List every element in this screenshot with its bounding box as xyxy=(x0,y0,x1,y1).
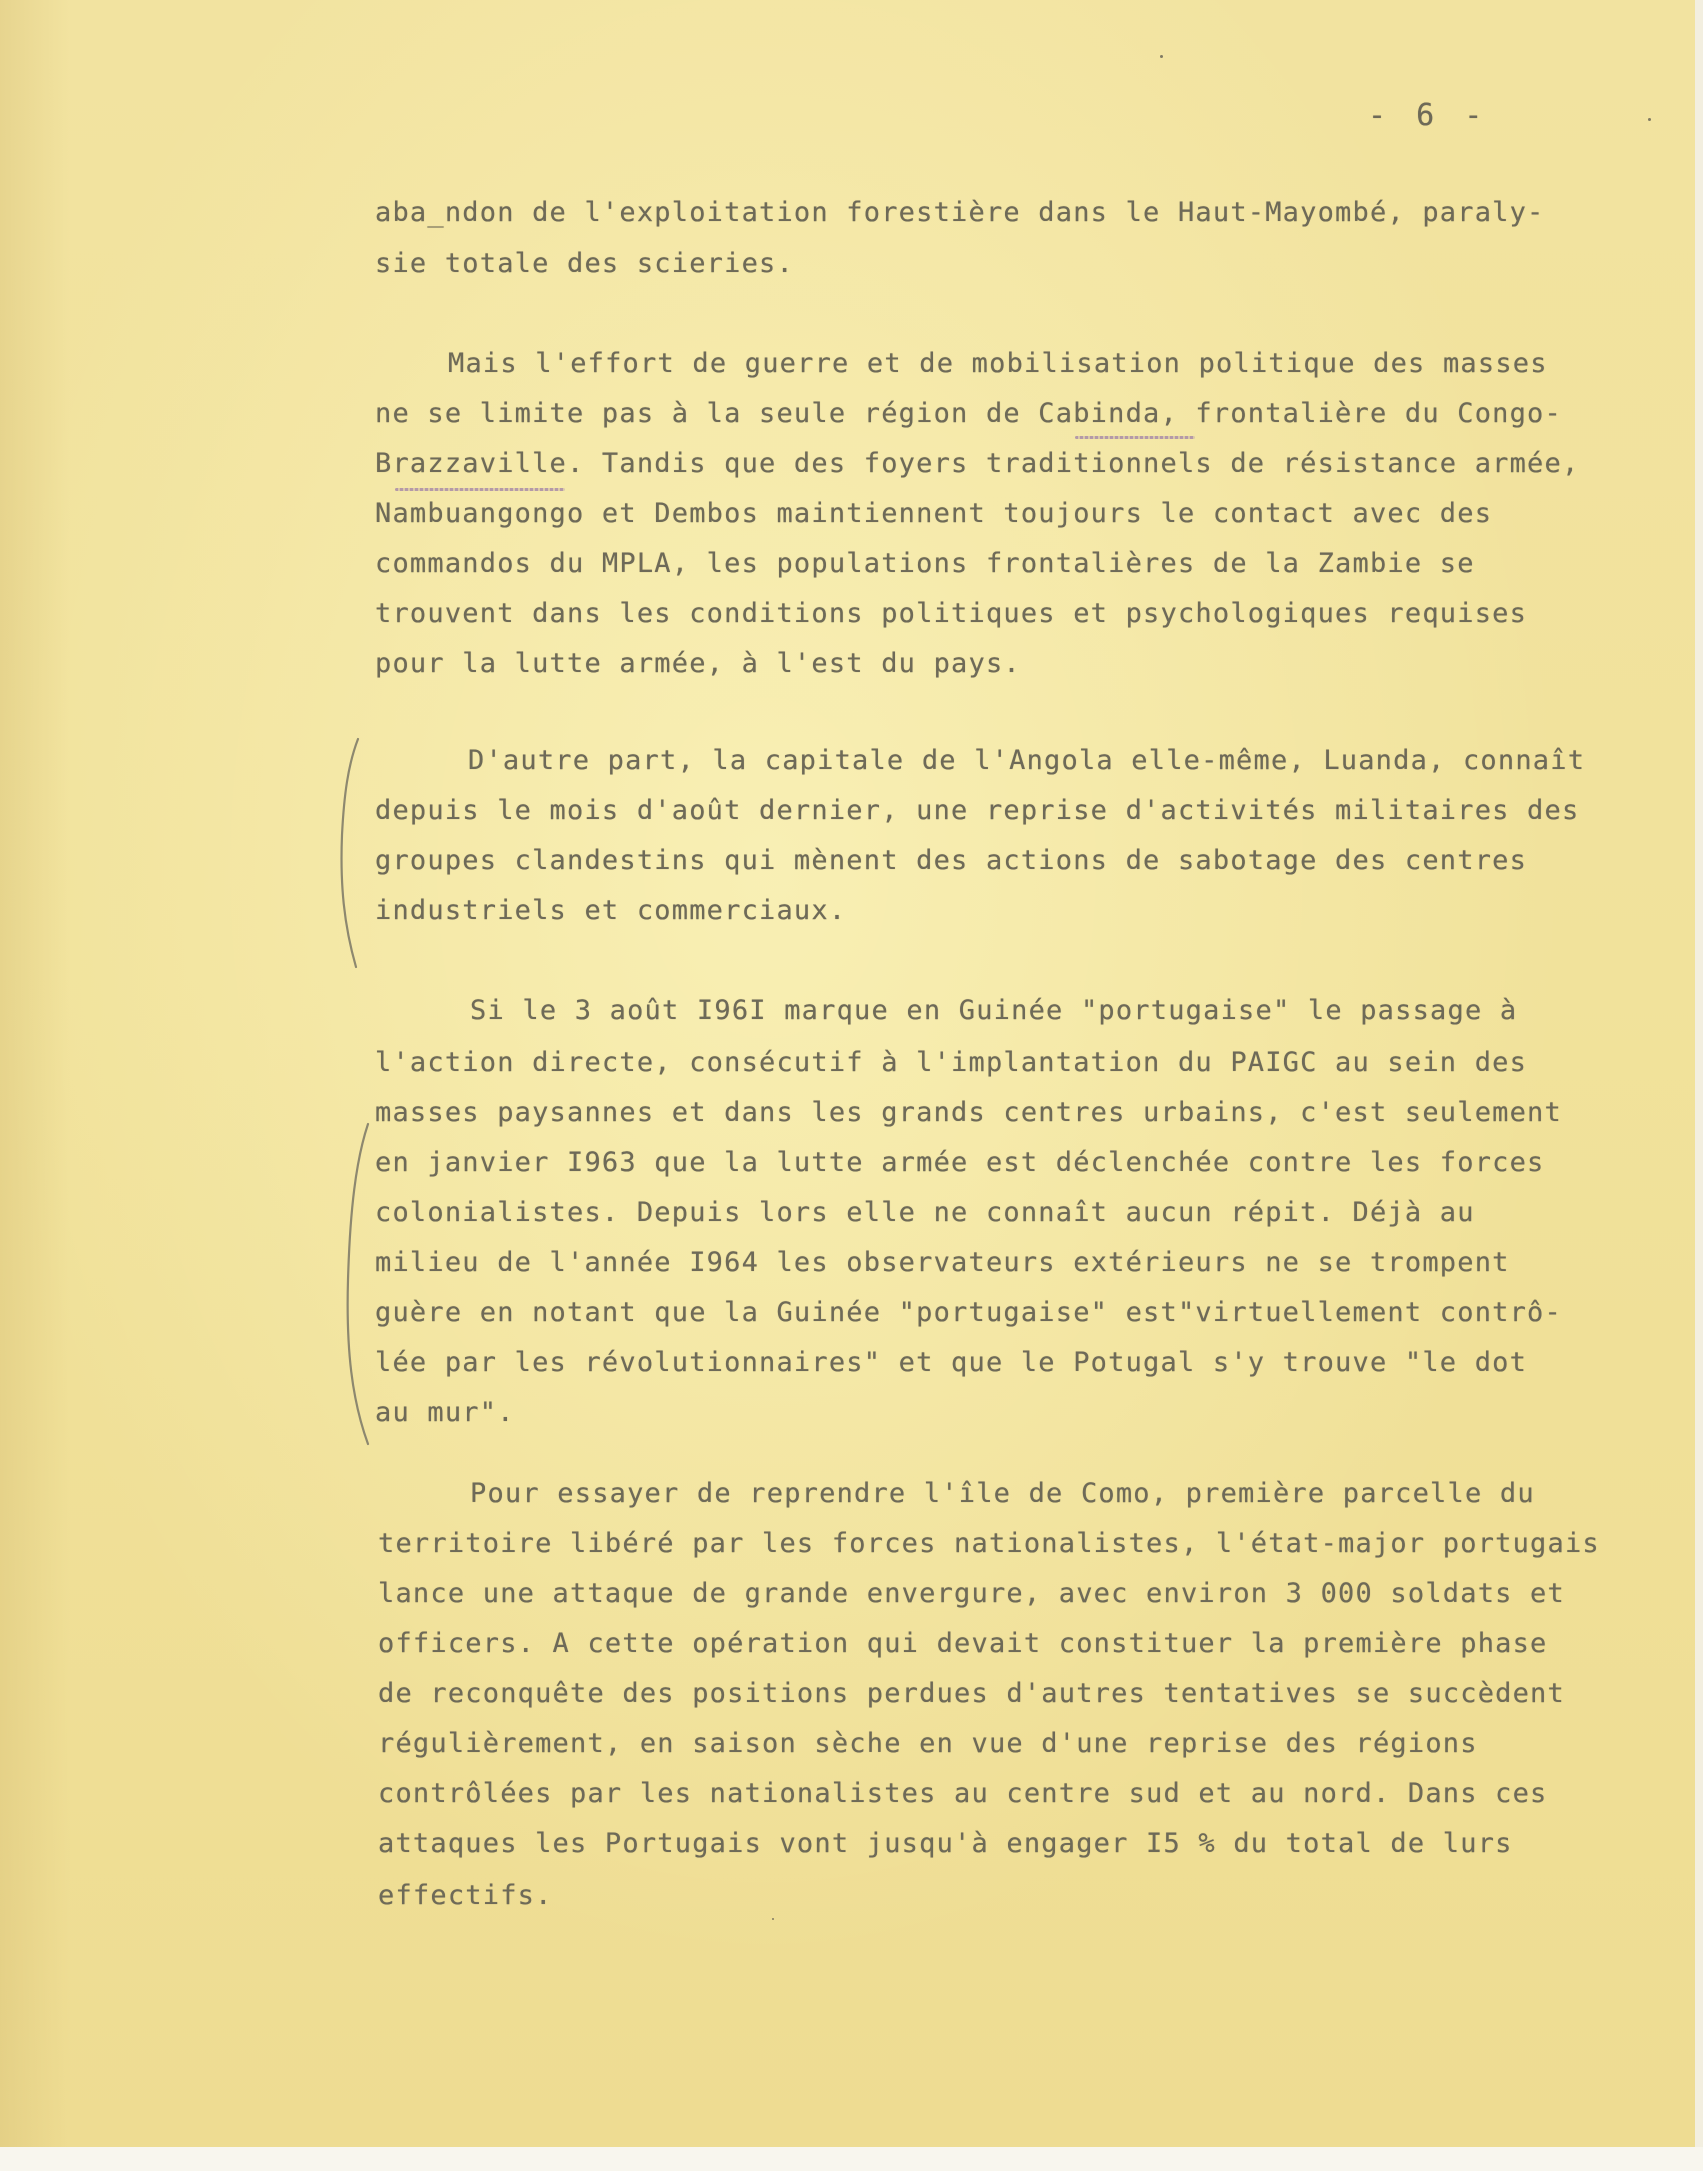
text-line: commandos du MPLA, les populations frontalières de la Zambie se xyxy=(375,548,1475,579)
text-line: sie totale des scieries. xyxy=(375,248,794,279)
text-line: au mur". xyxy=(375,1397,515,1428)
text-line: groupes clandestins qui mènent des actions de sabotage des centres xyxy=(375,845,1528,876)
handwritten-underline-cabinda xyxy=(1075,436,1195,439)
scan-speck xyxy=(772,1918,774,1920)
text-line: masses paysannes et dans les grands centres urbains, c'est seulement xyxy=(375,1097,1562,1128)
text-line: lée par les révolutionnaires" et que le Potugal s'y trouve "le dot xyxy=(375,1347,1528,1378)
text-line: en janvier I963 que la lutte armée est déclenchée contre les forces xyxy=(375,1147,1545,1178)
scan-edge-right xyxy=(1695,0,1703,2171)
text-line: colonialistes. Depuis lors elle ne connaît aucun répit. Déjà au xyxy=(375,1197,1475,1228)
page-number: - 6 - xyxy=(1368,98,1489,133)
text-line: officers. A cette opération qui devait constituer la première phase xyxy=(378,1628,1548,1659)
text-line: Nambuangongo et Dembos maintiennent toujours le contact avec des xyxy=(375,498,1493,529)
text-line: depuis le mois d'août dernier, une reprise d'activités militaires des xyxy=(375,795,1580,826)
scan-speck xyxy=(1648,118,1651,121)
text-line: aba_ndon de l'exploitation forestière dans le Haut-Mayombé, paraly- xyxy=(375,197,1545,228)
text-line: de reconquête des positions perdues d'autres tentatives se succèdent xyxy=(378,1678,1565,1709)
text-line: Mais l'effort de guerre et de mobilisation politique des masses xyxy=(448,348,1548,379)
text-line: pour la lutte armée, à l'est du pays. xyxy=(375,648,1021,679)
text-line: ne se limite pas à la seule région de Cabinda, frontalière du Congo- xyxy=(375,398,1562,429)
text-line: trouvent dans les conditions politiques et psychologiques requises xyxy=(375,598,1528,629)
text-line: Pour essayer de reprendre l'île de Como, première parcelle du xyxy=(470,1478,1535,1509)
text-line: territoire libéré par les forces nationalistes, l'état-major portugais xyxy=(378,1528,1600,1559)
text-line: milieu de l'année I964 les observateurs extérieurs ne se trompent xyxy=(375,1247,1510,1278)
text-line: D'autre part, la capitale de l'Angola elle-même, Luanda, connaît xyxy=(468,745,1586,776)
handwritten-underline-brazzaville xyxy=(395,488,565,491)
text-line: Si le 3 août I96I marque en Guinée "portugaise" le passage à xyxy=(470,995,1518,1026)
text-line: lance une attaque de grande envergure, avec environ 3 000 soldats et xyxy=(378,1578,1565,1609)
scan-speck xyxy=(1160,55,1163,58)
text-line: industriels et commerciaux. xyxy=(375,895,847,926)
text-line: régulièrement, en saison sèche en vue d'une reprise des régions xyxy=(378,1728,1478,1759)
text-line: Brazzaville. Tandis que des foyers traditionnels de résistance armée, xyxy=(375,448,1580,479)
text-line: contrôlées par les nationalistes au centre sud et au nord. Dans ces xyxy=(378,1778,1548,1809)
margin-bracket-paragraph-4 xyxy=(338,1120,378,1450)
text-line: guère en notant que la Guinée "portugaise" est"virtuellement contrô- xyxy=(375,1297,1562,1328)
scan-edge-bottom xyxy=(0,2147,1703,2171)
text-line: effectifs. xyxy=(378,1880,553,1911)
text-line: attaques les Portugais vont jusqu'à engager I5 % du total de lurs xyxy=(378,1828,1513,1859)
text-line: l'action directe, consécutif à l'implantation du PAIGC au sein des xyxy=(375,1047,1528,1078)
margin-bracket-paragraph-3 xyxy=(330,735,370,975)
